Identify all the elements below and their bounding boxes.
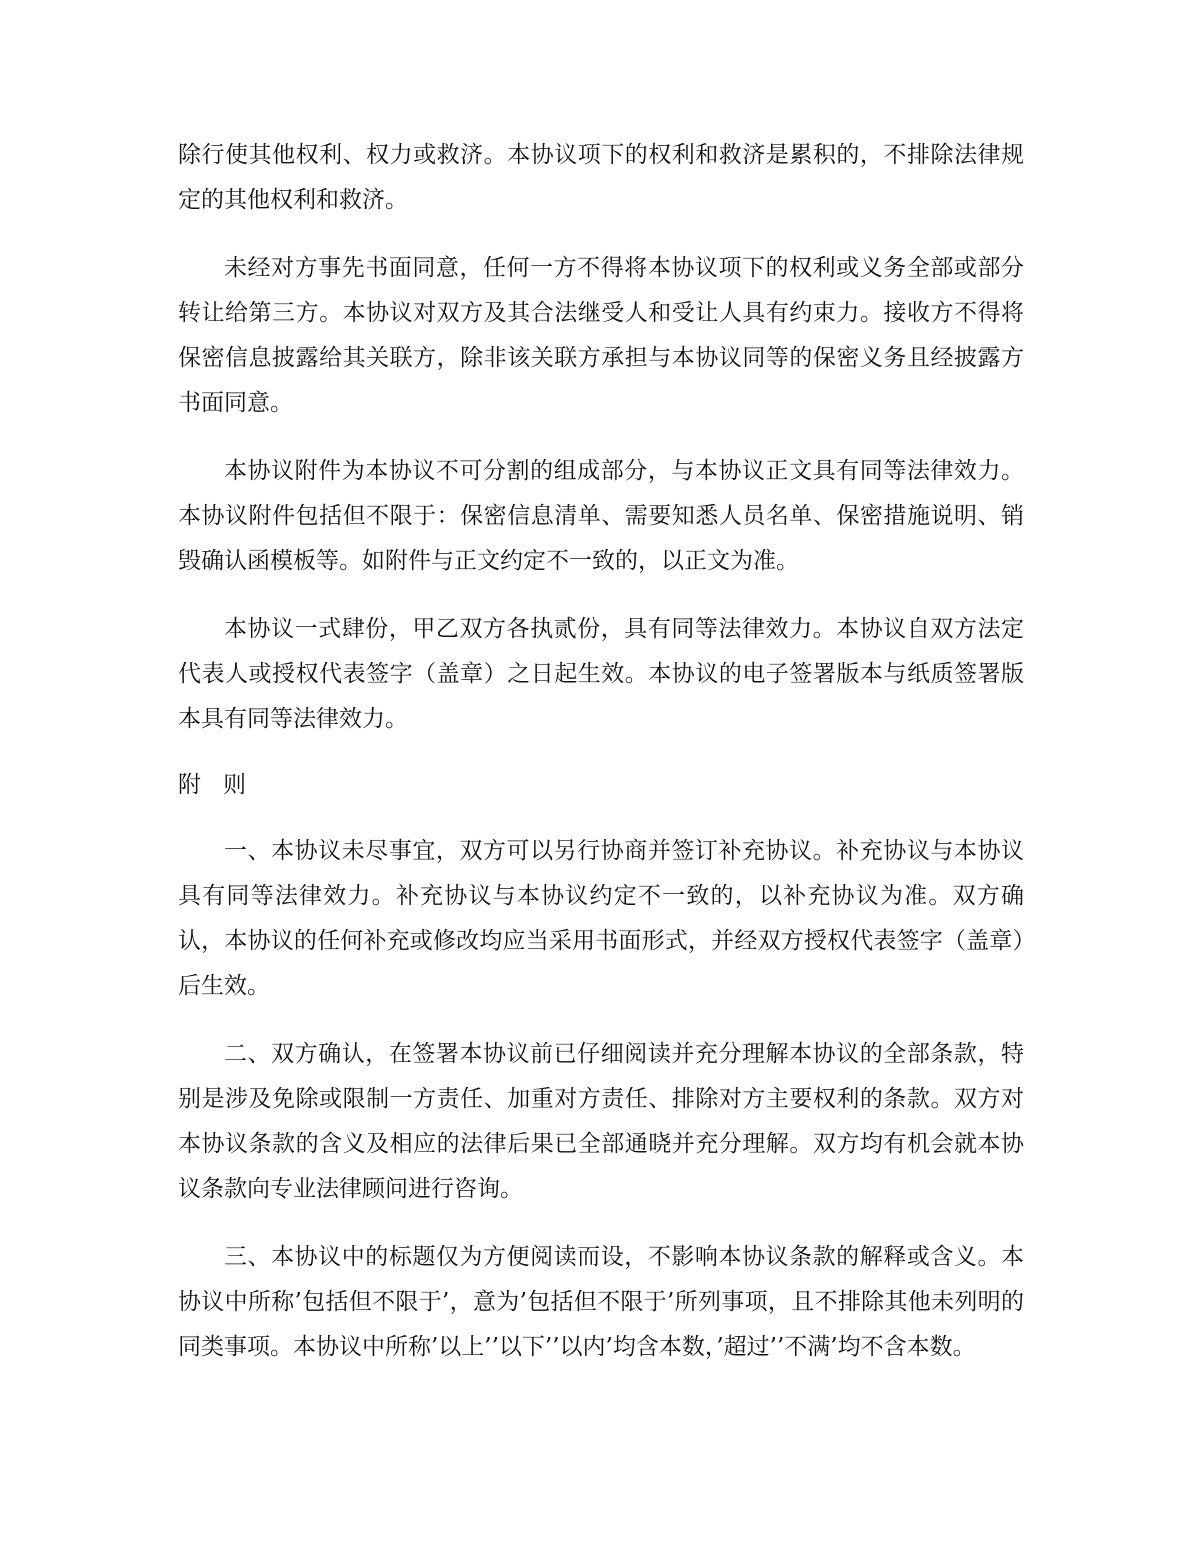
clause-one: 一、本协议未尽事宜，双方可以另行协商并签订补充协议。补充协议与本协议具有同等法律效力。补充协议与本协议约定不一致的，以补充协议为准。双方确认，本协议的任何补充或修改均应当采用书面形式，并经双方授权代表签字（盖章）后生效。 (178, 838, 1024, 999)
clause-three: 三、本协议中的标题仅为方便阅读而设，不影响本协议条款的解释或含义。本协议中所称’包括但不限于’，意为’包括但不限于’所列事项，且不排除其他未列明的同类事项。本协议中所称’以上’’以下’’以内’均含本数，’超过’’不满’均不含本数。 (178, 1244, 1024, 1360)
clause-two: 二、双方确认，在签署本协议前已仔细阅读并充分理解本协议的全部条款，特别是涉及免除或限制一方责任、加重对方责任、排除对方主要权利的条款。双方对本协议条款的含义及相应的法律后果已全部通晓并充分理解。双方均有机会就本协议条款向专业法律顾问进行咨询。 (178, 1041, 1024, 1202)
paragraph-copies: 本协议一式肆份，甲乙双方各执贰份，具有同等法律效力。本协议自双方法定代表人或授权代表签字（盖章）之日起生效。本协议的电子签署版本与纸质签署版本具有同等法律效力。 (178, 616, 1024, 732)
document-page (178, 0, 1024, 1553)
paragraph-appendix: 本协议附件为本协议不可分割的组成部分，与本协议正文具有同等法律效力。本协议附件包括但不限于：保密信息清单、需要知悉人员名单、保密措施说明、销毁确认函模板等。如附件与正文约定不一致的，以正文为准。 (178, 458, 1024, 574)
section-heading: 附则 (178, 772, 268, 798)
paragraph-continuation: 除行使其他权利、权力或救济。本协议项下的权利和救济是累积的，不排除法律规定的其他权利和救济。 (178, 142, 1024, 213)
paragraph-assignment: 未经对方事先书面同意，任何一方不得将本协议项下的权利或义务全部或部分转让给第三方。本协议对双方及其合法继受人和受让人具有约束力。接收方不得将保密信息披露给其关联方，除非该关联方承担与本协议同等的保密义务且经披露方书面同意。 (178, 255, 1024, 416)
